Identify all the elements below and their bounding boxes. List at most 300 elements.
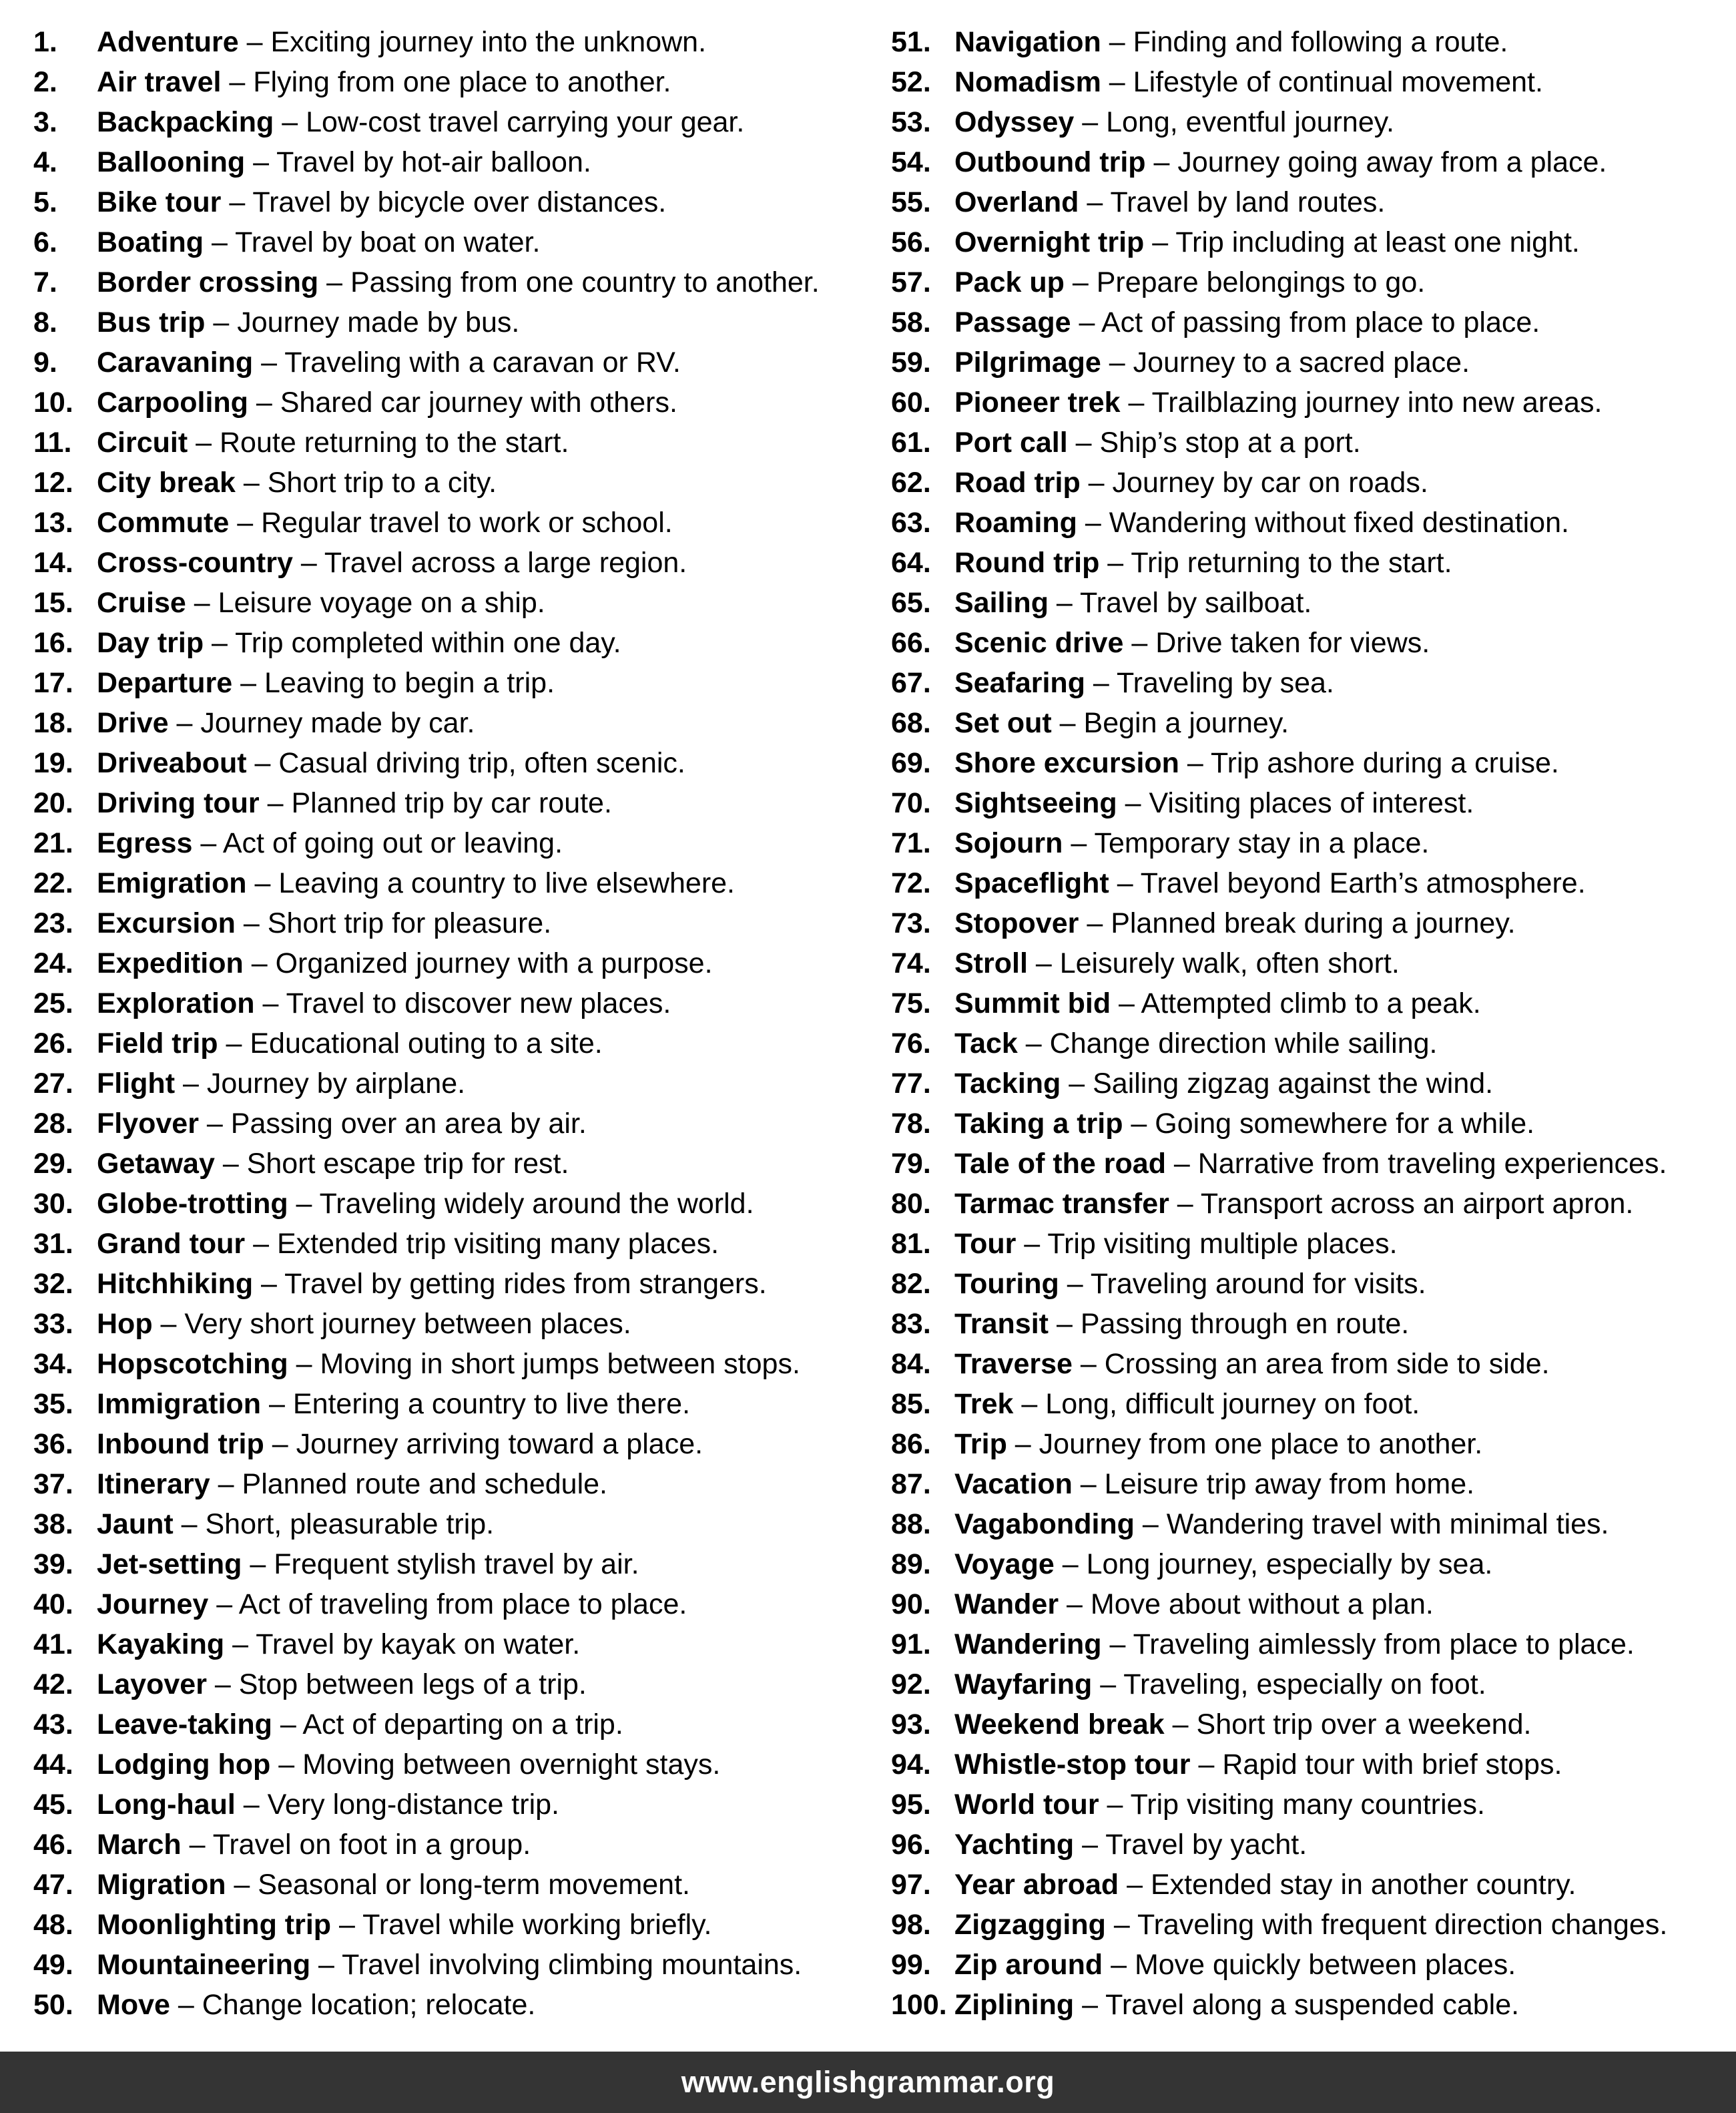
- list-item: [891, 623, 1732, 663]
- list-item: [33, 1985, 881, 2025]
- item-number: 59.: [891, 346, 931, 379]
- item-number: 64.: [891, 547, 931, 579]
- item-separator: –: [254, 987, 286, 1019]
- list-item: [891, 463, 1732, 503]
- item-term: Exploration: [97, 987, 255, 1019]
- item-definition: Journey made by bus.: [237, 306, 520, 338]
- item-number: 86.: [891, 1428, 931, 1460]
- item-term: Grand tour: [97, 1228, 246, 1260]
- item-term: Pioneer trek: [954, 387, 1121, 419]
- item-text: [97, 463, 497, 503]
- item-text: [954, 342, 1470, 383]
- item-term: Tour: [954, 1228, 1017, 1260]
- item-term: Ziplining: [954, 1989, 1075, 2021]
- list-item: [891, 142, 1732, 182]
- item-separator: –: [1099, 1789, 1131, 1821]
- item-number: 5.: [33, 186, 57, 218]
- item-term: Whistle-stop tour: [954, 1748, 1191, 1781]
- item-separator: –: [226, 1869, 258, 1901]
- item-number: 87.: [891, 1468, 931, 1500]
- item-separator: –: [168, 707, 201, 739]
- item-text: [97, 342, 681, 383]
- item-separator: –: [1071, 306, 1101, 338]
- list-item: [891, 1504, 1732, 1544]
- item-number: 50.: [33, 1989, 73, 2021]
- item-term: Tale of the road: [954, 1148, 1166, 1180]
- item-term: Taking a trip: [954, 1108, 1123, 1140]
- item-term: Odyssey: [954, 106, 1075, 138]
- item-term: Border crossing: [97, 266, 319, 298]
- item-definition: Short trip over a weekend.: [1196, 1708, 1532, 1740]
- item-number: 18.: [33, 707, 73, 739]
- item-text: [954, 1945, 1516, 1985]
- item-text: [954, 823, 1429, 863]
- list-item: [891, 503, 1732, 543]
- list-item: [33, 1905, 881, 1945]
- item-definition: Traveling by sea.: [1117, 667, 1334, 699]
- item-definition: Planned trip by car route.: [291, 787, 612, 819]
- item-separator: –: [274, 106, 306, 138]
- item-separator: –: [188, 427, 220, 459]
- item-term: City break: [97, 467, 236, 499]
- item-number: 13.: [33, 507, 73, 539]
- item-term: Egress: [97, 827, 193, 859]
- item-term: Port call: [954, 427, 1068, 459]
- item-term: Commute: [97, 507, 230, 539]
- item-text: [97, 1785, 559, 1825]
- item-text: [97, 1023, 603, 1064]
- item-definition: Drive taken for views.: [1155, 627, 1430, 659]
- item-text: [954, 463, 1428, 503]
- item-term: Circuit: [97, 427, 188, 459]
- item-term: Voyage: [954, 1548, 1055, 1580]
- item-term: Yachting: [954, 1829, 1075, 1861]
- item-separator: –: [210, 1468, 242, 1500]
- item-text: [954, 1184, 1633, 1224]
- item-separator: –: [1101, 26, 1133, 58]
- item-separator: –: [235, 467, 268, 499]
- item-definition: Lifestyle of continual movement.: [1133, 66, 1543, 98]
- list-item: [33, 543, 881, 583]
- item-separator: –: [245, 146, 277, 178]
- item-text: [954, 983, 1481, 1023]
- item-number: 81.: [891, 1228, 931, 1260]
- item-separator: –: [1164, 1708, 1197, 1740]
- item-definition: Sailing zigzag against the wind.: [1093, 1068, 1494, 1100]
- item-definition: Stop between legs of a trip.: [238, 1668, 587, 1700]
- item-number: 91.: [891, 1628, 931, 1660]
- item-term: Road trip: [954, 467, 1081, 499]
- item-text: [954, 1384, 1420, 1424]
- item-definition: Traveling aimlessly from place to place.: [1133, 1628, 1635, 1660]
- list-item: [33, 1704, 881, 1744]
- item-text: [954, 1704, 1531, 1744]
- item-term: Trip: [954, 1428, 1007, 1460]
- item-term: Spaceflight: [954, 867, 1109, 899]
- item-number: 45.: [33, 1789, 73, 1821]
- item-text: [954, 863, 1586, 903]
- item-number: 85.: [891, 1388, 931, 1420]
- item-text: [954, 503, 1569, 543]
- list-item: [891, 383, 1732, 423]
- item-term: Vagabonding: [954, 1508, 1135, 1540]
- item-text: [954, 1023, 1437, 1064]
- item-term: Migration: [97, 1869, 226, 1901]
- item-term: Drive: [97, 707, 169, 739]
- item-term: Flight: [97, 1068, 176, 1100]
- item-term: Inbound trip: [97, 1428, 264, 1460]
- item-separator: –: [1103, 1949, 1135, 1981]
- item-separator: –: [221, 186, 253, 218]
- item-definition: Trip visiting multiple places.: [1047, 1228, 1398, 1260]
- list-item: [33, 1785, 881, 1825]
- item-term: Roaming: [954, 507, 1077, 539]
- item-number: 53.: [891, 106, 931, 138]
- item-term: Sightseeing: [954, 787, 1117, 819]
- item-separator: –: [235, 1789, 268, 1821]
- item-text: [97, 182, 666, 222]
- item-separator: –: [205, 306, 238, 338]
- item-separator: –: [1120, 387, 1152, 419]
- item-number: 84.: [891, 1348, 931, 1380]
- item-text: [97, 22, 706, 62]
- item-number: 71.: [891, 827, 931, 859]
- list-item: [33, 1664, 881, 1704]
- item-term: Itinerary: [97, 1468, 210, 1500]
- item-definition: Extended trip visiting many places.: [276, 1228, 719, 1260]
- item-definition: Moving between overnight stays.: [302, 1748, 721, 1781]
- item-number: 97.: [891, 1869, 931, 1901]
- item-number: 19.: [33, 747, 73, 779]
- item-term: Overland: [954, 186, 1079, 218]
- item-separator: –: [288, 1348, 320, 1380]
- list-item: [33, 1224, 881, 1264]
- item-text: [97, 703, 475, 743]
- item-definition: Transport across an airport apron.: [1200, 1188, 1634, 1220]
- item-text: [97, 583, 545, 623]
- item-text: [97, 62, 671, 102]
- item-text: [97, 823, 563, 863]
- item-definition: Leaving a country to live elsewhere.: [278, 867, 736, 899]
- list-item: [891, 1664, 1732, 1704]
- item-text: [954, 1985, 1519, 2025]
- list-item: [33, 1464, 881, 1504]
- item-text: [97, 423, 569, 463]
- item-term: Scenic drive: [954, 627, 1124, 659]
- column-left: [33, 22, 881, 2025]
- item-definition: Rapid tour with brief stops.: [1222, 1748, 1562, 1781]
- list-item: [33, 142, 881, 182]
- item-text: [954, 1785, 1485, 1825]
- item-term: Round trip: [954, 547, 1100, 579]
- item-number: 39.: [33, 1548, 73, 1580]
- item-separator: –: [1061, 1068, 1093, 1100]
- item-text: [97, 903, 551, 943]
- item-definition: Very long-distance trip.: [267, 1789, 559, 1821]
- item-number: 82.: [891, 1268, 931, 1300]
- item-definition: Trip returning to the start.: [1131, 547, 1452, 579]
- item-separator: –: [331, 1909, 363, 1941]
- item-number: 40.: [33, 1588, 73, 1620]
- list-item: [891, 583, 1732, 623]
- item-number: 28.: [33, 1108, 73, 1140]
- item-number: 23.: [33, 907, 73, 939]
- item-number: 15.: [33, 587, 73, 619]
- item-text: [954, 583, 1312, 623]
- item-separator: –: [1059, 1588, 1091, 1620]
- item-definition: Travel by hot-air balloon.: [276, 146, 591, 178]
- item-text: [954, 1905, 1667, 1945]
- item-term: Stopover: [954, 907, 1079, 939]
- list-item: [33, 342, 881, 383]
- item-text: [954, 1264, 1426, 1304]
- item-separator: –: [272, 1708, 303, 1740]
- item-definition: Prepare belongings to go.: [1096, 266, 1426, 298]
- item-definition: Route returning to the start.: [220, 427, 569, 459]
- item-text: [954, 22, 1508, 62]
- item-separator: –: [1079, 907, 1111, 939]
- list-item: [891, 823, 1732, 863]
- list-item: [891, 1344, 1732, 1384]
- item-separator: –: [1111, 987, 1141, 1019]
- list-item: [891, 1865, 1732, 1905]
- item-definition: Travel by boat on water.: [235, 226, 541, 258]
- item-text: [97, 663, 555, 703]
- item-separator: –: [1145, 146, 1178, 178]
- item-definition: Travel by getting rides from strangers.: [284, 1268, 767, 1300]
- item-text: [97, 1664, 587, 1704]
- item-number: 79.: [891, 1148, 931, 1180]
- item-term: World tour: [954, 1789, 1099, 1821]
- item-separator: –: [246, 867, 279, 899]
- item-number: 88.: [891, 1508, 931, 1540]
- item-separator: –: [170, 1989, 202, 2021]
- item-text: [954, 1064, 1493, 1104]
- list-item: [891, 543, 1732, 583]
- item-separator: –: [173, 1508, 206, 1540]
- item-text: [954, 302, 1540, 342]
- item-separator: –: [175, 1068, 207, 1100]
- item-definition: Frequent stylish travel by air.: [274, 1548, 639, 1580]
- item-number: 56.: [891, 226, 931, 258]
- item-number: 65.: [891, 587, 931, 619]
- item-text: [954, 1544, 1492, 1584]
- item-definition: Traveling with frequent direction changes.: [1137, 1909, 1668, 1941]
- item-separator: –: [1109, 867, 1141, 899]
- item-separator: –: [1169, 1188, 1201, 1220]
- item-text: [954, 743, 1559, 783]
- item-separator: –: [1051, 707, 1084, 739]
- item-separator: –: [1049, 1308, 1081, 1340]
- item-number: 6.: [33, 226, 57, 258]
- item-number: 73.: [891, 907, 931, 939]
- item-number: 11.: [33, 427, 72, 459]
- item-term: Getaway: [97, 1148, 215, 1180]
- item-text: [97, 1344, 800, 1384]
- item-term: Trek: [954, 1388, 1014, 1420]
- item-text: [954, 142, 1607, 182]
- list-item: [33, 1584, 881, 1624]
- item-number: 17.: [33, 667, 73, 699]
- item-number: 61.: [891, 427, 931, 459]
- item-text: [97, 1264, 767, 1304]
- item-definition: Long, eventful journey.: [1106, 106, 1394, 138]
- item-number: 90.: [891, 1588, 931, 1620]
- list-item: [891, 1064, 1732, 1104]
- item-text: [954, 1144, 1667, 1184]
- item-separator: –: [1077, 507, 1109, 539]
- item-definition: Travel on foot in a group.: [212, 1829, 531, 1861]
- item-definition: Exciting journey into the unknown.: [270, 26, 707, 58]
- item-separator: –: [1123, 627, 1156, 659]
- item-separator: –: [1063, 827, 1095, 859]
- item-definition: Crossing an area from side to side.: [1104, 1348, 1550, 1380]
- list-item: [33, 1825, 881, 1865]
- item-definition: Leisure voyage on a ship.: [218, 587, 545, 619]
- item-definition: Travel beyond Earth’s atmosphere.: [1140, 867, 1586, 899]
- item-definition: Passing from one country to another.: [350, 266, 820, 298]
- item-number: 78.: [891, 1108, 931, 1140]
- item-number: 58.: [891, 306, 931, 338]
- item-text: [97, 943, 713, 983]
- item-separator: –: [259, 787, 292, 819]
- item-text: [97, 1424, 703, 1464]
- item-number: 51.: [891, 26, 931, 58]
- item-definition: Passing through en route.: [1080, 1308, 1410, 1340]
- list-item: [33, 182, 881, 222]
- item-number: 55.: [891, 186, 931, 218]
- item-number: 1.: [33, 26, 57, 58]
- item-definition: Shared car journey with others.: [280, 387, 677, 419]
- item-term: Passage: [954, 306, 1071, 338]
- item-text: [97, 222, 540, 262]
- item-definition: Journey going away from a place.: [1177, 146, 1607, 178]
- item-term: Hopscotching: [97, 1348, 288, 1380]
- item-separator: –: [232, 667, 264, 699]
- item-number: 63.: [891, 507, 931, 539]
- item-separator: –: [288, 1188, 320, 1220]
- item-text: [97, 1504, 494, 1544]
- item-separator: –: [1072, 1348, 1105, 1380]
- item-term: Cross-country: [97, 547, 293, 579]
- item-number: 7.: [33, 266, 57, 298]
- item-term: Pilgrimage: [954, 346, 1101, 379]
- item-text: [97, 1744, 720, 1785]
- item-term: Sojourn: [954, 827, 1063, 859]
- list-item: [891, 1144, 1732, 1184]
- item-definition: Flying from one place to another.: [253, 66, 671, 98]
- list-item: [891, 182, 1732, 222]
- item-term: Layover: [97, 1668, 207, 1700]
- item-term: Jaunt: [97, 1508, 174, 1540]
- list-item: [891, 1184, 1732, 1224]
- item-definition: Travel by land routes.: [1110, 186, 1386, 218]
- item-definition: Leaving to begin a trip.: [264, 667, 555, 699]
- item-definition: Trip including at least one night.: [1175, 226, 1580, 258]
- list-item: [891, 1023, 1732, 1064]
- item-number: 29.: [33, 1148, 73, 1180]
- list-item: [33, 1104, 881, 1144]
- item-term: Tack: [954, 1027, 1018, 1060]
- item-term: Year abroad: [954, 1869, 1119, 1901]
- item-term: Zip around: [954, 1949, 1103, 1981]
- item-definition: Wandering travel with minimal ties.: [1166, 1508, 1609, 1540]
- item-number: 89.: [891, 1548, 931, 1580]
- item-separator: –: [253, 346, 285, 379]
- item-text: [97, 302, 519, 342]
- item-number: 12.: [33, 467, 73, 499]
- item-definition: Short, pleasurable trip.: [205, 1508, 495, 1540]
- item-term: Leave-taking: [97, 1708, 272, 1740]
- column-right: [891, 22, 1732, 2025]
- item-text: [97, 1104, 587, 1144]
- item-term: Cruise: [97, 587, 186, 619]
- item-text: [97, 983, 671, 1023]
- item-number: 22.: [33, 867, 73, 899]
- item-definition: Short trip for pleasure.: [267, 907, 552, 939]
- item-separator: –: [1099, 547, 1131, 579]
- item-separator: –: [1101, 66, 1133, 98]
- list-item: [33, 1945, 881, 1985]
- item-term: Ballooning: [97, 146, 246, 178]
- item-definition: Journey by car on roads.: [1112, 467, 1428, 499]
- item-number: 62.: [891, 467, 931, 499]
- footer-url: www.englishgrammar.org: [681, 2065, 1055, 2099]
- item-text: [954, 703, 1289, 743]
- item-term: Carpooling: [97, 387, 248, 419]
- item-definition: Travel while working briefly.: [362, 1909, 712, 1941]
- list-item: [33, 503, 881, 543]
- list-item: [33, 1304, 881, 1344]
- item-term: Air travel: [97, 66, 222, 98]
- list-item: [33, 823, 881, 863]
- item-text: [97, 1144, 569, 1184]
- item-term: Excursion: [97, 907, 236, 939]
- item-text: [97, 1184, 754, 1224]
- item-number: 48.: [33, 1909, 73, 1941]
- item-separator: –: [1165, 1148, 1198, 1180]
- item-separator: –: [270, 1748, 303, 1781]
- item-term: Journey: [97, 1588, 209, 1620]
- item-number: 31.: [33, 1228, 73, 1260]
- item-separator: –: [1074, 1829, 1106, 1861]
- list-item: [891, 1704, 1732, 1744]
- item-definition: Traveling widely around the world.: [319, 1188, 754, 1220]
- item-term: March: [97, 1829, 182, 1861]
- list-item: [33, 1023, 881, 1064]
- item-term: Zigzagging: [954, 1909, 1106, 1941]
- item-text: [97, 1905, 711, 1945]
- list-item: [891, 863, 1732, 903]
- item-text: [97, 1985, 535, 2025]
- item-separator: –: [246, 747, 279, 779]
- item-definition: Journey to a sacred place.: [1133, 346, 1470, 379]
- item-term: Driving tour: [97, 787, 260, 819]
- item-text: [97, 783, 612, 823]
- item-number: 27.: [33, 1068, 73, 1100]
- item-number: 38.: [33, 1508, 73, 1540]
- item-number: 92.: [891, 1668, 931, 1700]
- item-text: [954, 182, 1385, 222]
- item-number: 54.: [891, 146, 931, 178]
- item-term: Expedition: [97, 947, 244, 979]
- list-item: [33, 983, 881, 1023]
- list-item: [33, 623, 881, 663]
- list-item: [891, 302, 1732, 342]
- item-separator: –: [253, 1268, 285, 1300]
- item-separator: –: [310, 1949, 342, 1981]
- item-separator: –: [1117, 787, 1149, 819]
